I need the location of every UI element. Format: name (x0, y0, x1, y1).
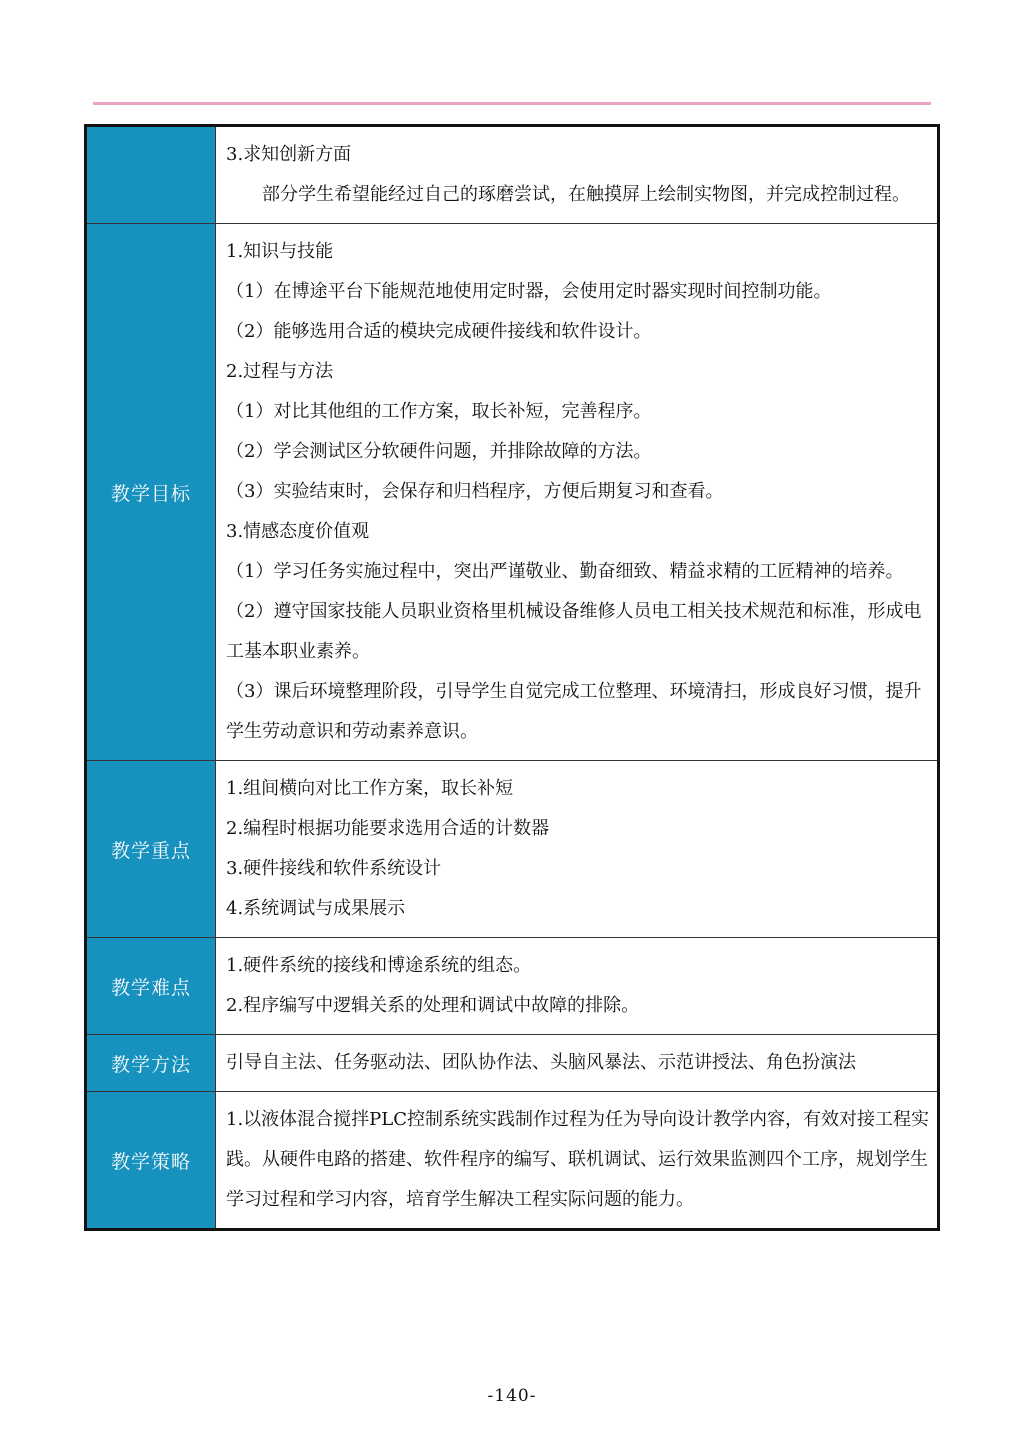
row-label-empty (86, 126, 216, 224)
content-item: 1.组间横向对比工作方案，取长补短 (226, 778, 514, 799)
content-paragraph: 1.以液体混合搅拌PLC控制系统实践制作过程为任为导向设计教学内容，有效对接工程实践。从硬件电路的搭建、软件程序的编写、联机调试、运行效果监测四个工序，规划学生学习过程和学习内容，培育学生解决工程实际问题的能力。 (226, 1109, 930, 1210)
row-content-teaching-methods (216, 1035, 939, 1092)
content-heading: 1.知识与技能 (226, 241, 334, 262)
content-item: （1）对比其他组的工作方案，取长补短，完善程序。 (226, 401, 652, 422)
row-label-teaching-objectives: 教学目标 (86, 224, 216, 761)
row-label-teaching-focus: 教学重点 (86, 761, 216, 938)
content-item: 3.硬件接线和软件系统设计 (226, 858, 442, 879)
row-content-teaching-objectives (216, 224, 939, 761)
row-label-teaching-difficulties: 教学难点 (86, 938, 216, 1035)
content-paragraph: 引导自主法、任务驱动法、团队协作法、头脑风暴法、示范讲授法、角色扮演法 (226, 1052, 856, 1073)
content-item: （1）学习任务实施过程中，突出严谨敬业、勤奋细致、精益求精的工匠精神的培养。 (226, 561, 904, 582)
content-item: 1.硬件系统的接线和博途系统的组态。 (226, 955, 532, 976)
lesson-plan-table (84, 124, 940, 1231)
row-label-teaching-strategy: 教学策略 (86, 1092, 216, 1230)
row-content-teaching-difficulties (216, 938, 939, 1035)
content-item: （3）实验结束时，会保存和归档程序，方便后期复习和查看。 (226, 481, 724, 502)
row-content-innovation (216, 126, 939, 224)
row-content-teaching-focus (216, 761, 939, 938)
table-row-teaching-strategy (86, 1092, 939, 1230)
content-item: （1）在博途平台下能规范地使用定时器，会使用定时器实现时间控制功能。 (226, 281, 832, 302)
table-row-teaching-focus (86, 761, 939, 938)
content-item: 2.编程时根据功能要求选用合适的计数器 (226, 818, 550, 839)
content-item: （2）学会测试区分软硬件问题，并排除故障的方法。 (226, 441, 652, 462)
table-row-teaching-objectives (86, 224, 939, 761)
content-item: （2）遵守国家技能人员职业资格里机械设备维修人员电工相关技术规范和标准，形成电工基本职业素养。 (226, 601, 922, 662)
table-row-teaching-difficulties (86, 938, 939, 1035)
content-item: （3）课后环境整理阶段，引导学生自觉完成工位整理、环境清扫，形成良好习惯，提升学生劳动意识和劳动素养意识。 (226, 681, 922, 742)
table-row-teaching-methods (86, 1035, 939, 1092)
content-heading: 3.情感态度价值观 (226, 521, 370, 542)
content-heading: 3.求知创新方面 (226, 144, 352, 165)
content-paragraph: 部分学生希望能经过自己的琢磨尝试，在触摸屏上绘制实物图，并完成控制过程。 (262, 184, 910, 205)
table-row-innovation (86, 126, 939, 224)
row-content-teaching-strategy (216, 1092, 939, 1230)
content-heading: 2.过程与方法 (226, 361, 334, 382)
content-item: 2.程序编写中逻辑关系的处理和调试中故障的排除。 (226, 995, 640, 1016)
page-number: -140- (487, 1386, 537, 1406)
content-item: （2）能够选用合适的模块完成硬件接线和软件设计。 (226, 321, 652, 342)
header-rule (93, 102, 931, 105)
row-label-teaching-methods: 教学方法 (86, 1035, 216, 1092)
content-item: 4.系统调试与成果展示 (226, 898, 406, 919)
